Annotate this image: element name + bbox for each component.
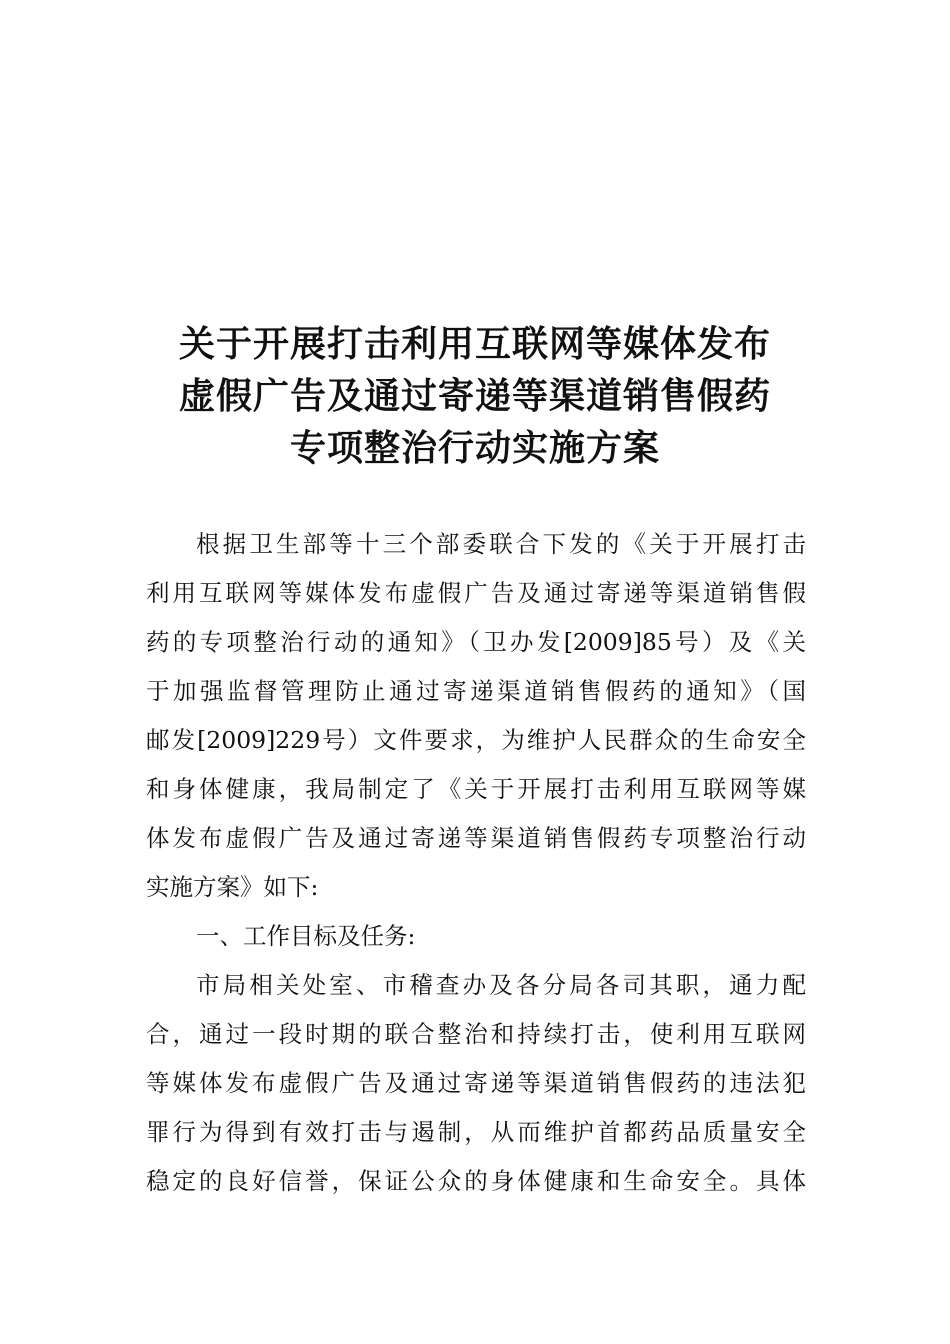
section-heading: 一、工作目标及任务: bbox=[196, 922, 416, 950]
paragraph-line: 邮发[2009]229号）文件要求，为维护人民群众的生命安全 bbox=[146, 726, 806, 754]
document-title bbox=[0, 318, 950, 474]
paragraph-line: 罪行为得到有效打击与遏制，从而维护首都药品质量安全 bbox=[146, 1118, 806, 1146]
paragraph-line: 稳定的良好信誉，保证公众的身体健康和生命安全。具体 bbox=[146, 1167, 806, 1195]
title-line-1: 关于开展打击利用互联网等媒体发布 bbox=[178, 323, 771, 365]
paragraph-goals bbox=[146, 961, 806, 1206]
paragraph-line: 利用互联网等媒体发布虚假广告及通过寄递等渠道销售假 bbox=[146, 579, 806, 607]
paragraph-line: 于加强监督管理防止通过寄递渠道销售假药的通知》（国 bbox=[146, 677, 806, 705]
title-line-3: 专项整治行动实施方案 bbox=[289, 427, 660, 469]
paragraph-line: 等媒体发布虚假广告及通过寄递等渠道销售假药的违法犯 bbox=[146, 1069, 806, 1097]
title-line-2: 虚假广告及通过寄递等渠道销售假药 bbox=[178, 375, 771, 417]
paragraph-line: 和身体健康，我局制定了《关于开展打击利用互联网等媒 bbox=[146, 775, 806, 803]
paragraph-line: 根据卫生部等十三个部委联合下发的《关于开展打击 bbox=[196, 530, 806, 558]
paragraph-line: 市局相关处室、市稽查办及各分局各司其职，通力配 bbox=[196, 971, 806, 999]
paragraph-line: 体发布虚假广告及通过寄递等渠道销售假药专项整治行动 bbox=[146, 824, 806, 852]
document-body bbox=[146, 520, 806, 1206]
paragraph-line: 药的专项整治行动的通知》（卫办发[2009]85号）及《关 bbox=[146, 628, 806, 656]
paragraph-line: 合，通过一段时期的联合整治和持续打击，使利用互联网 bbox=[146, 1020, 806, 1048]
paragraph-intro bbox=[146, 520, 806, 912]
paragraph-line: 实施方案》如下: bbox=[146, 873, 319, 901]
